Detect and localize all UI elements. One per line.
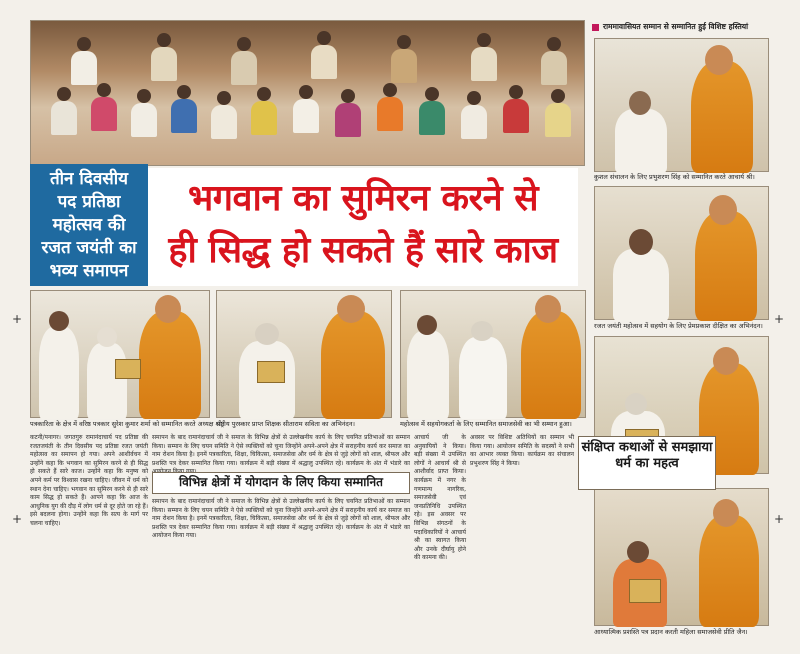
registration-mark: +	[774, 512, 785, 526]
right-caption-4: आध्यात्मिक प्रशस्ति पत्र प्रदान करती महिला समाजसेवी प्रीति जैन।	[594, 628, 748, 636]
right-caption-1: कुशल संचालन के लिए प्रभुशरण सिंह को सम्मानित करते आचार्य श्री।	[594, 173, 755, 181]
mid-photo-1	[30, 290, 210, 418]
right-column-header: राममावासियत सम्मान से सम्मानित हुई विशिष्ट हस्तियां	[592, 22, 782, 38]
right-photo-2	[594, 186, 769, 320]
headline	[148, 168, 578, 286]
kicker-line: पद प्रतिष्ठा	[57, 192, 121, 212]
right-caption-2: रजत जयंती महोत्सव में सहयोग के लिए प्रेमप्रकाश दीक्षित का अभिनंदन।	[594, 322, 763, 330]
bullet-square-icon	[592, 24, 599, 31]
body-column-4: अवसर पर विशिष्ट अतिथियों का सम्मान भी किया गया। आयोजन समिति के सदस्यों ने सभी का आभार व्यक्त किया। कार्यक्रम का संचालन प्रभुशरण सिंह ने किया।	[470, 434, 574, 467]
mid-caption-3: महोत्सव में सहयोगकर्ता के लिए सम्मानित समाजसेवी का भी सम्मान हुआ।	[400, 420, 572, 428]
registration-mark: +	[12, 512, 23, 526]
mid-caption-1: पत्रकारिता के क्षेत्र में वरिष्ठ पत्रकार सुरेश कुमार शर्मा को सम्मानित करते अध्यक्ष श्री।	[30, 420, 225, 428]
registration-mark: +	[12, 312, 23, 326]
audience-photo	[30, 20, 585, 166]
mid-photo-2	[216, 290, 392, 418]
mid-caption-2: राष्ट्रीय पुरस्कार प्राप्त शिक्षक सीताराम सविता का अभिनंदन।	[216, 420, 355, 428]
body-column-2b: समापन के बाद रामानंदाचार्य जी ने समाज के विभिन्न क्षेत्रों से उल्लेखनीय कार्य के लिए चयनित प्रतिभाओं का सम्मान किया। सम्मान के लिए चयन समिति ने ऐसे व्यक्तियों को चुना जिन्होंने अपने-अपने क्षेत्र में सराहनीय कार्य कर समाज का नाम रोशन किया है। इनमें पत्रकारिता, शिक्षा, चिकित्सा, समाजसेवा और धर्म के क्षेत्र से जुड़े लोगों को शाल, श्रीफल और प्रशस्ति पत्र देकर सम्मानित किया गया। कार्यक्रम में बड़ी संख्या में श्रद्धालु उपस्थित रहे। कार्यक्रम के अंत में भंडारे का आयोजन किया गया।	[152, 498, 410, 540]
kicker-line: भव्य समापन	[49, 261, 129, 281]
kicker-box	[30, 164, 148, 286]
body-column-3: आचार्य जी के अनुयायियों ने किया। बड़ी संख्या में उपस्थित लोगों ने आचार्य श्री से आशीर्वाद प्राप्त किया। कार्यक्रम में नगर के गणमान्य नागरिक, समाजसेवी एवं जनप्रतिनिधि उपस्थित रहे। इस अवसर पर विभिन्न संगठनों के पदाधिकारियों ने आचार्य श्री का स्वागत किया और उनके दीर्घायु होने की कामना की।	[414, 434, 466, 562]
side-heading: संक्षिप्त कथाओं से समझाया धर्म का महत्व	[578, 436, 716, 490]
mid-photo-3	[400, 290, 586, 418]
body-column-1: कटनी/पनागर। जगतगुरु रामानंदाचार्य पद प्रतिष्ठा की रजतजयंती के तीन दिवसीय पद प्रतिष्ठा रजत जयंती महोत्सव का समापन हो गया। अपने आशीर्वचन में उन्होंने कहा कि भगवान का सुमिरन करने से ही सिद्ध हो सकते हैं सारे काज। उन्होंने कहा कि मनुष्य को अपने कर्म पर विश्वास रखना चाहिए। जीवन में धर्म को स्थान देना चाहिए। भगवान का सुमिरन करने से ही सारे काम सिद्ध हो सकते हैं। आपने कहा कि आज के आधुनिक युग की दौड़ में लोग धर्म से दूर होते जा रहे हैं। इसे बदलना होगा। उन्होंने कहा कि सत्य के मार्ग पर चलना चाहिए।	[30, 434, 148, 527]
right-photo-4	[594, 488, 769, 626]
headline-line-1: भगवान का सुमिरन करने से	[187, 177, 539, 219]
body-column-2: समापन के बाद रामानंदाचार्य जी ने समाज के विभिन्न क्षेत्रों से उल्लेखनीय कार्य के लिए चयनित प्रतिभाओं का सम्मान किया। सम्मान के लिए चयन समिति ने ऐसे व्यक्तियों को चुना जिन्होंने अपने-अपने क्षेत्र में सराहनीय कार्य कर समाज का नाम रोशन किया है। इनमें पत्रकारिता, शिक्षा, चिकित्सा, समाजसेवा और धर्म के क्षेत्र से जुड़े लोगों को शाल, श्रीफल और प्रशस्ति पत्र देकर सम्मानित किया गया। कार्यक्रम में बड़ी संख्या में श्रद्धालु उपस्थित रहे। कार्यक्रम के अंत में भंडारे का	[152, 434, 410, 467]
sub-heading: विभिन्न क्षेत्रों में योगदान के लिए किया सम्मानित	[152, 472, 410, 494]
right-photo-1	[594, 38, 769, 172]
kicker-line: रजत जयंती का	[41, 238, 137, 258]
kicker-line: तीन दिवसीय	[49, 169, 129, 189]
headline-line-2: ही सिद्ध हो सकते हैं सारे काज	[168, 229, 558, 271]
kicker-line: महोत्सव की	[52, 215, 126, 235]
registration-mark: +	[774, 312, 785, 326]
